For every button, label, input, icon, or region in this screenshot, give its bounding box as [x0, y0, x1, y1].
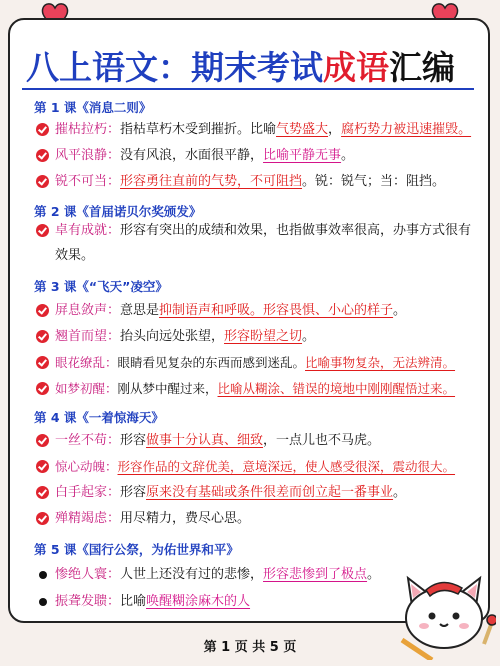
list-item [36, 350, 476, 375]
check-icon [36, 304, 49, 317]
idiom-text: 眼睛看见复杂的东西而感到迷乱。 [117, 355, 306, 370]
list-item [36, 169, 476, 194]
idiom-highlight: 比喻从糊涂、错误的境地中刚刚醒悟过来。 [217, 381, 456, 396]
idiom-text: 。 [367, 567, 381, 582]
title-suffix: 汇编 [389, 48, 455, 87]
idiom-highlight: 形容悲惨到了极点 [263, 567, 368, 582]
check-icon [36, 356, 49, 369]
idiom-term: 翘首而望： [55, 329, 121, 344]
lesson-heading: 第 3 课《“飞天”凌空》 [34, 279, 168, 294]
idiom-text: 意思是 [120, 303, 160, 318]
check-icon [36, 149, 49, 162]
idiom-term: 屏息敛声： [55, 303, 121, 318]
check-icon [36, 460, 49, 473]
list-item [36, 428, 476, 453]
list-item [36, 117, 476, 142]
idiom-text: 没有风浪，水面很平静， [120, 148, 264, 163]
idiom-term: 眼花缭乱： [55, 355, 118, 370]
idiom-highlight: 做事十分认真、细致 [146, 433, 264, 448]
idiom-text: ，一点儿也不马虎。 [263, 433, 381, 448]
idiom-text: 。 [393, 303, 407, 318]
idiom-term: 殚精竭虑： [55, 511, 121, 526]
idiom-term: 风平浪静： [55, 148, 121, 163]
list-item [36, 324, 476, 349]
list-item [36, 480, 476, 505]
idiom-highlight: 形容作品的文辞优美，意境深远，使人感受很深，震动很大。 [117, 459, 456, 474]
idiom-term: 振聋发聩： [55, 594, 121, 609]
idiom-term: 白手起家： [55, 485, 121, 500]
idiom-term: 如梦初醒： [55, 381, 118, 396]
check-icon [36, 224, 49, 237]
idiom-text: ， [328, 122, 342, 137]
idiom-highlight: 腐朽势力被迅速摧毁。 [341, 122, 472, 137]
lesson-heading: 第 5 课《国行公祭，为佑世界和平》 [34, 542, 239, 557]
list-item [36, 143, 476, 168]
idiom-text: 抬头向远处张望， [120, 329, 225, 344]
check-icon [36, 512, 49, 525]
title-highlight: 成语 [323, 48, 389, 87]
lesson-heading: 第 4 课《一着惊海天》 [34, 410, 164, 425]
idiom-text: 刚从梦中醒过来， [117, 381, 218, 396]
title-main: 八上语文：期末考试 [26, 48, 323, 87]
idiom-term: 惊心动魄： [55, 459, 118, 474]
list-item [36, 298, 476, 323]
page-footer: 第 1 页 共 5 页 [203, 640, 297, 655]
list-item [36, 454, 476, 479]
idiom-text: 人世上还没有过的悲惨， [120, 567, 264, 582]
check-icon [36, 330, 49, 343]
lesson-heading: 第 2 课《首届诺贝尔奖颁发》 [34, 204, 202, 219]
bullet-dot-icon [39, 598, 47, 606]
bullet-dot-icon [39, 571, 47, 579]
idiom-highlight: 气势盛大 [276, 122, 329, 137]
idiom-text: 。 [302, 329, 316, 344]
check-icon [36, 434, 49, 447]
idiom-highlight: 比喻事物复杂，无法辨清。 [305, 355, 456, 370]
idiom-text: 形容 [120, 485, 147, 500]
list-item [36, 218, 476, 268]
idiom-term: 锐不可当： [55, 174, 121, 189]
idiom-text: 。 [393, 485, 407, 500]
idiom-text: 。锐：锐气；当：阻挡。 [302, 174, 446, 189]
idiom-highlight: 形容勇往直前的气势，不可阻挡 [120, 174, 303, 189]
idiom-term: 卓有成就： [55, 223, 121, 238]
idiom-text: 比喻 [120, 594, 147, 609]
check-icon [36, 123, 49, 136]
idiom-term: 一丝不苟： [55, 433, 121, 448]
idiom-text: 指枯草朽木受到摧折。比喻 [120, 122, 277, 137]
idiom-text: 形容有突出的成绩和效果，也指做事效率很高，办事方式很有效果。 [55, 223, 472, 263]
idiom-text: 形容 [120, 433, 147, 448]
idiom-text: 用尽精力，费尽心思。 [120, 511, 251, 526]
page-title [26, 42, 472, 86]
idiom-highlight: 唤醒糊涂麻木的人 [146, 594, 251, 609]
idiom-highlight: 形容盼望之切 [224, 329, 303, 344]
list-item [36, 506, 476, 531]
check-icon [36, 175, 49, 188]
idiom-term: 摧枯拉朽： [55, 122, 121, 137]
idiom-term: 惨绝人寰： [55, 567, 121, 582]
title-divider [22, 88, 474, 90]
lesson-heading: 第 1 课《消息二则》 [34, 100, 152, 115]
check-icon [36, 382, 49, 395]
idiom-highlight: 抑制语声和呼吸。形容畏惧、小心的样子 [159, 303, 394, 318]
idiom-highlight: 原来没有基础或条件很差而创立起一番事业 [146, 485, 394, 500]
check-icon [36, 486, 49, 499]
list-item [36, 376, 476, 401]
idiom-text: 。 [341, 148, 355, 163]
idiom-highlight: 比喻平静无事 [263, 148, 342, 163]
